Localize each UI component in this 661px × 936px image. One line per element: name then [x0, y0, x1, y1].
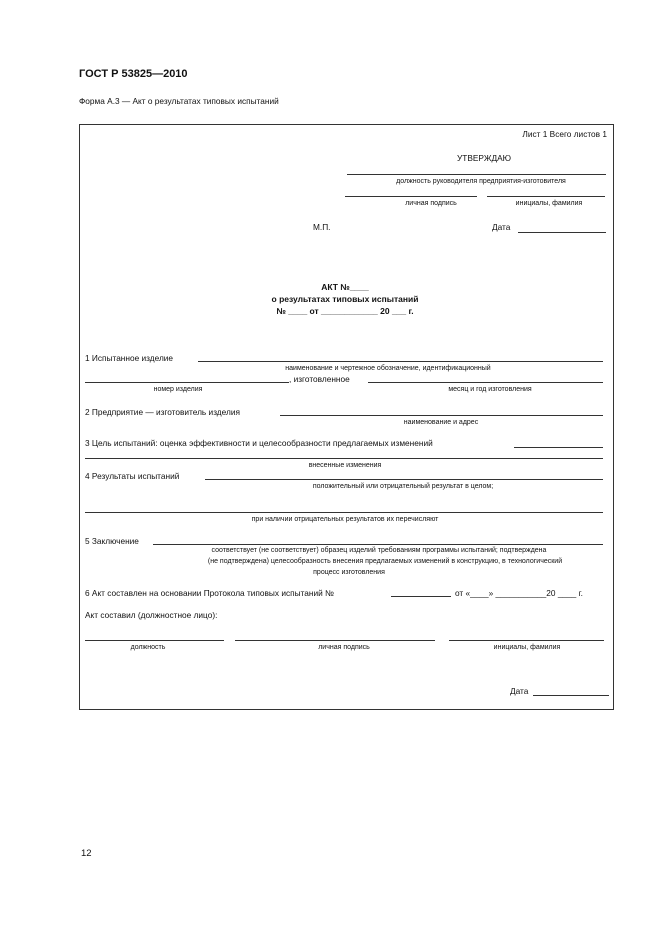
item1-month-caption: месяц и год изготовления: [448, 386, 532, 393]
item4-negative-line: [85, 512, 603, 513]
page-number: 12: [81, 848, 92, 859]
composer-signature-line: [235, 640, 435, 641]
item5-caption-line-1: соответствует (не соответствует) образец изделий требованиям программы испытаний; подтверждена: [211, 547, 547, 554]
item5-label: 5 Заключение: [85, 536, 139, 546]
composer-initials-line: [449, 640, 604, 641]
approval-date-line: [518, 232, 606, 233]
composed-by-label: Акт составил (должностное лицо):: [85, 610, 218, 620]
composer-position-line: [85, 640, 224, 641]
composer-signature-caption: личная подпись: [318, 644, 370, 651]
sheet-info: Лист 1 Всего листов 1: [522, 129, 607, 139]
initials-line: [487, 196, 605, 197]
item1-number-caption: номер изделия: [153, 386, 203, 393]
item5-line: [153, 544, 603, 545]
signature-caption: личная подпись: [405, 200, 457, 207]
approval-date-label: Дата: [492, 222, 511, 232]
item5-caption-line-2: (не подтверждена) целесообразность внесения предлагаемых изменений в конструкцию, в технологический: [207, 558, 563, 565]
composer-position-caption: должность: [130, 644, 166, 651]
item1-caption: наименование и чертежное обозначение, идентификационный: [285, 365, 491, 372]
composer-date-label: Дата: [510, 686, 529, 696]
item1-made-label: , изготовленное: [289, 374, 350, 384]
item4-caption-2: при наличии отрицательных результатов их перечисляют: [251, 516, 439, 523]
item3-caption: внесенные изменения: [308, 462, 382, 469]
item2-line: [280, 415, 603, 416]
item6-from-label: от «____» ___________20 ____ г.: [455, 588, 583, 598]
act-title-line-2: о результатах типовых испытаний: [271, 294, 419, 304]
composer-date-line: [533, 695, 609, 696]
signature-line: [345, 196, 477, 197]
approve-heading: УТВЕРЖДАЮ: [456, 153, 512, 163]
item6-number-line: [391, 596, 451, 597]
item4-caption: положительный или отрицательный результат в целом;: [312, 483, 494, 490]
form-title: Форма А.3 — Акт о результатах типовых испытаний: [79, 96, 279, 106]
item4-line: [205, 479, 603, 480]
item2-caption: наименование и адрес: [403, 419, 479, 426]
item1-label: 1 Испытанное изделие: [85, 353, 174, 363]
item1-number-line: [85, 382, 289, 383]
item3-label: 3 Цель испытаний: оценка эффективности и целесообразности предлагаемых изменений: [85, 438, 433, 448]
standard-designation: ГОСТ Р 53825—2010: [79, 68, 188, 80]
item1-line: [198, 361, 603, 362]
act-title-line-1: АКТ №____: [321, 282, 369, 292]
composer-initials-caption: инициалы, фамилия: [493, 644, 561, 651]
item2-label: 2 Предприятие — изготовитель изделия: [85, 407, 240, 417]
seal-label: М.П.: [313, 222, 331, 232]
position-line: [347, 174, 606, 175]
initials-caption: инициалы, фамилия: [515, 200, 583, 207]
item3-line: [514, 447, 603, 448]
item3-changes-line: [85, 458, 603, 459]
item6-label: 6 Акт составлен на основании Протокола типовых испытаний №: [85, 588, 334, 598]
act-form-frame: [79, 124, 614, 710]
position-caption: должность руководителя предприятия-изготовителя: [396, 178, 566, 185]
item5-caption-line-3: процесс изготовления: [313, 569, 385, 576]
item4-label: 4 Результаты испытаний: [85, 471, 180, 481]
item1-month-line: [368, 382, 603, 383]
act-title-line-3: № ____ от ____________ 20 ___ г.: [276, 306, 414, 316]
